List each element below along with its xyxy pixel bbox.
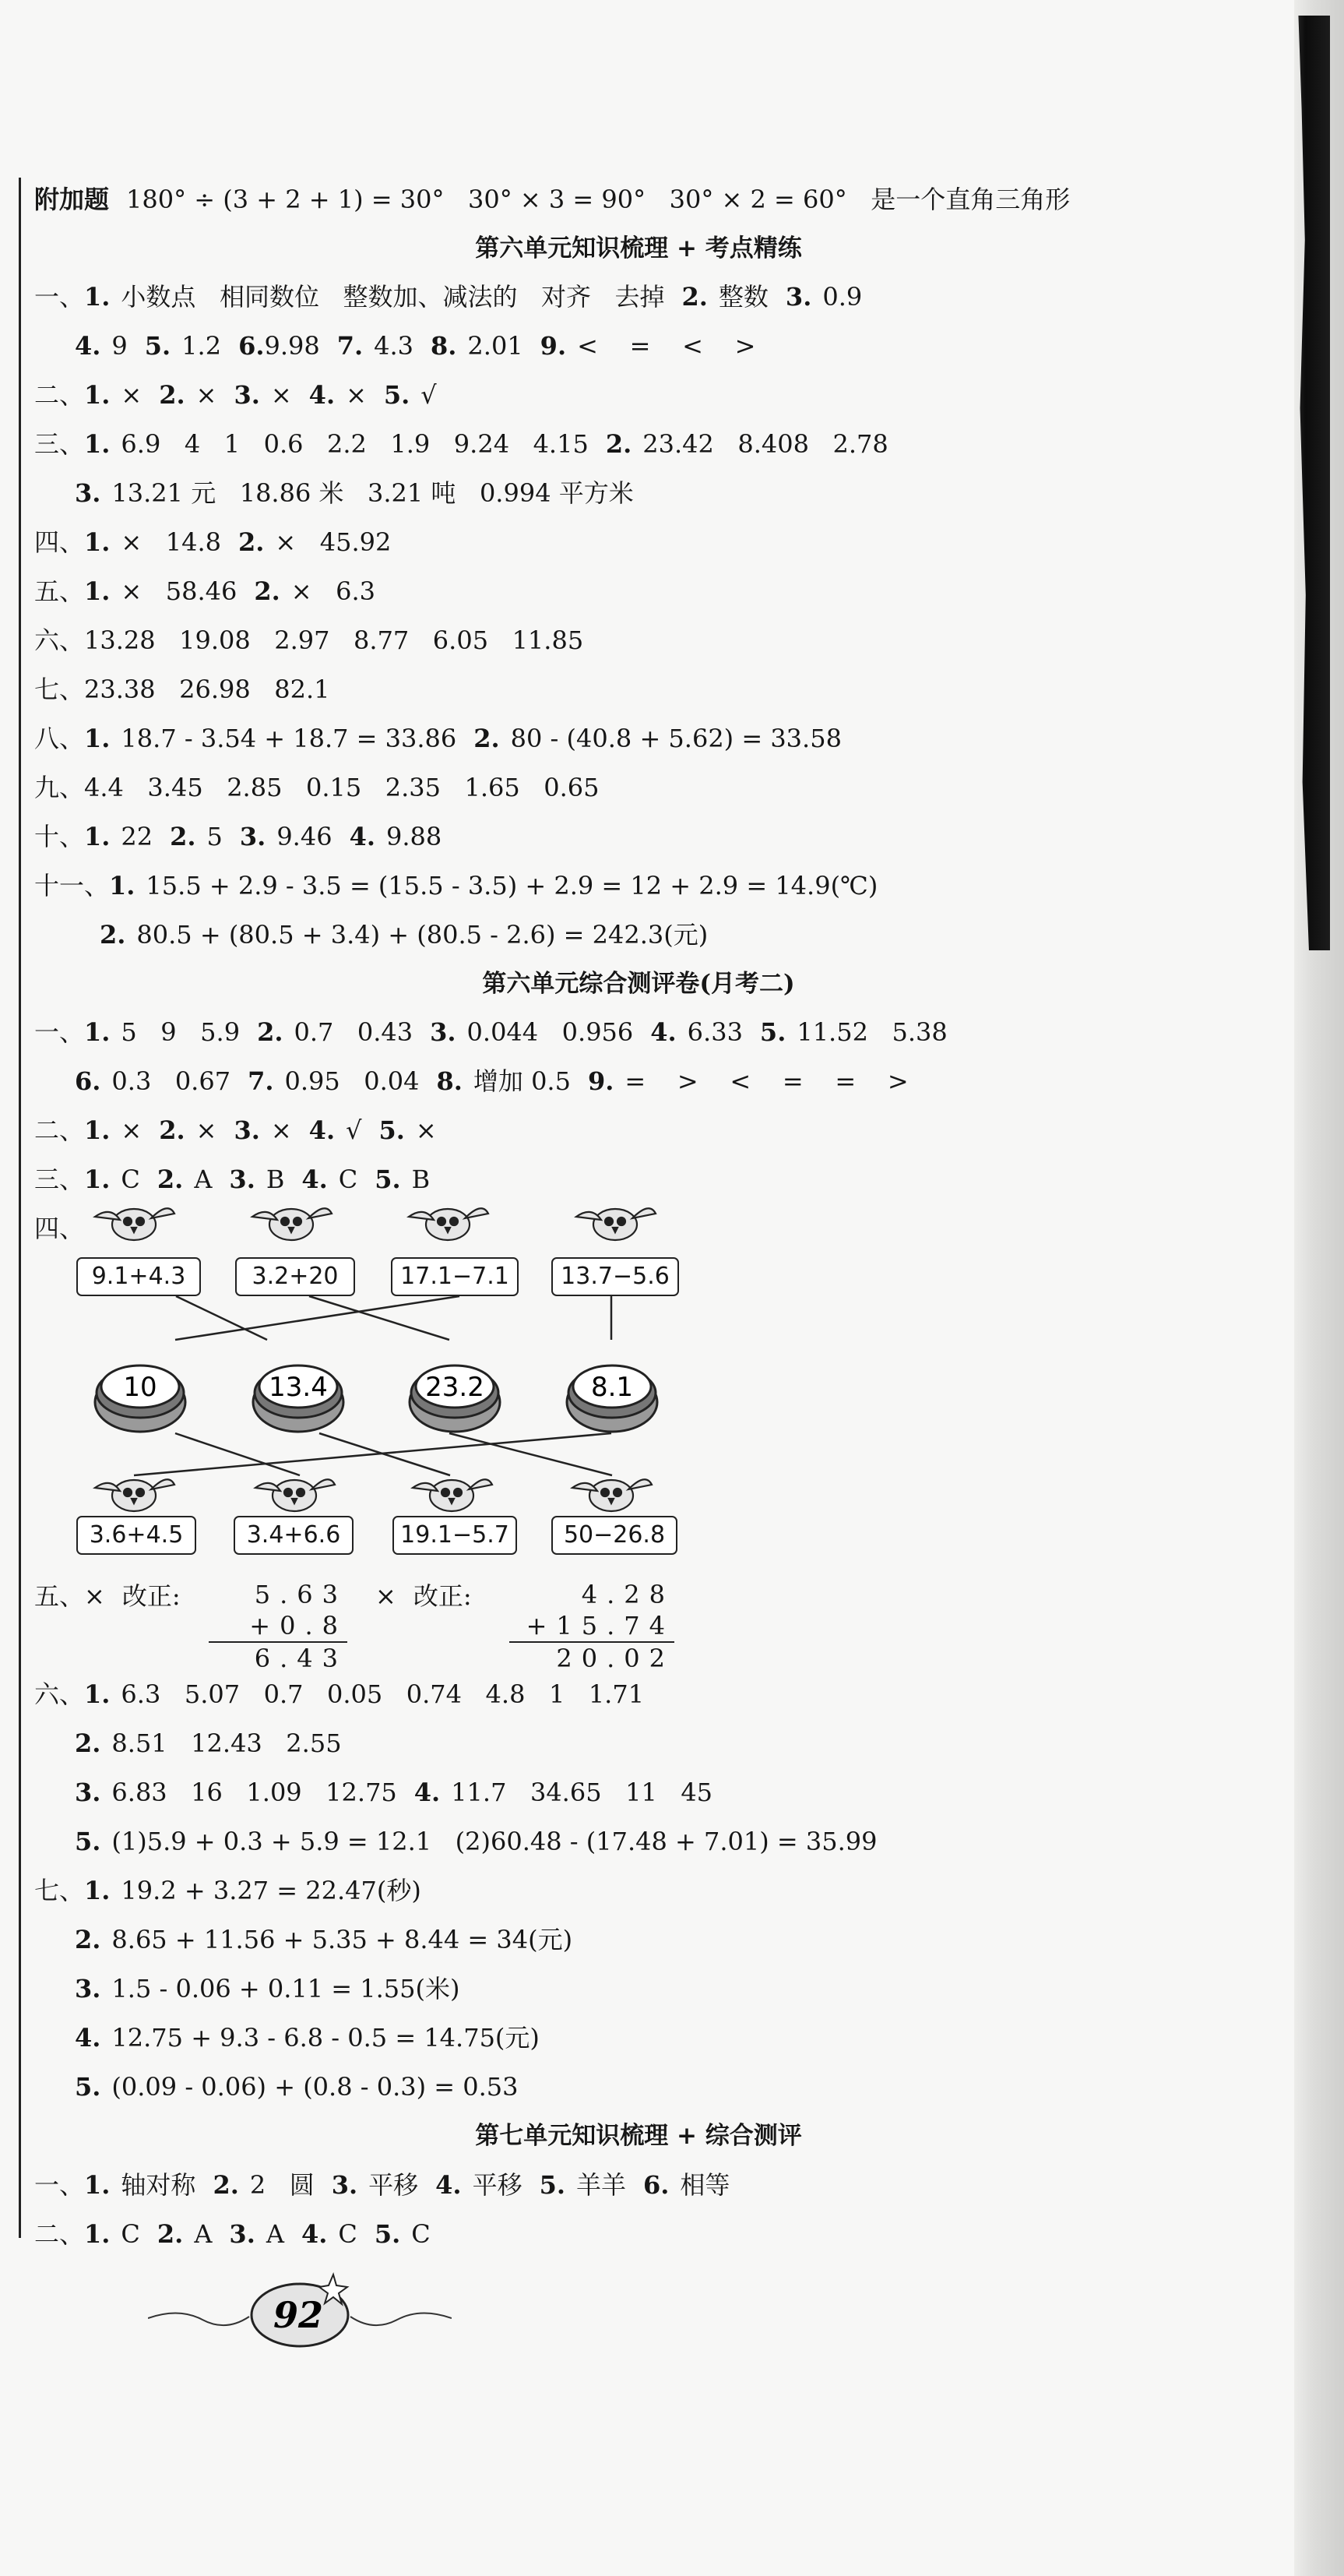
s6-line-8: 六、13.28 19.08 2.97 8.77 6.05 11.85 xyxy=(34,625,584,655)
match-line-6 xyxy=(175,1433,300,1475)
bird-icon xyxy=(409,1208,488,1240)
test-line-6b: × 改正: xyxy=(375,1581,472,1611)
s7-line-1: 一、1. 轴对称 2. 2 圆 3. 平移 4. 平移 5. 羊羊 6. 相等 xyxy=(34,2170,730,2200)
bird-icon xyxy=(413,1479,492,1511)
match-bottom-4: 50−26.8 xyxy=(551,1516,677,1555)
match-line-7 xyxy=(319,1433,450,1475)
s6-line-9: 七、23.38 26.98 82.1 xyxy=(34,675,330,704)
addon-label: 附加题 xyxy=(34,185,110,214)
test-line-1: 一、1. 5 9 5.9 2. 0.7 0.43 3. 0.044 0.956 4. 6.33 5. 11.52 5.38 xyxy=(34,1017,948,1047)
s6-line-5: 3. 13.21 元 18.86 米 3.21 吨 0.994 平方米 xyxy=(75,478,634,508)
s6-line-1: 一、1. 小数点 相同数位 整数加、减法的 对齐 去掉 2. 整数 3. 0.9 xyxy=(34,282,863,312)
test-line-11: 七、1. 19.2 + 3.27 = 22.47(秒) xyxy=(34,1876,421,1905)
vertical-calc-1: 5.63 +0.8 6.43 xyxy=(209,1579,347,1674)
match-bottom-1: 3.6+4.5 xyxy=(76,1516,196,1555)
s6-line-3: 二、1. × 2. × 3. × 4. × 5. √ xyxy=(34,380,437,410)
test-line-3: 二、1. × 2. × 3. × 4. √ 5. × xyxy=(34,1115,437,1145)
match-top-2: 3.2+20 xyxy=(235,1257,355,1296)
test-title: 第六单元综合测评卷(月考二) xyxy=(482,970,795,998)
test-line-7: 六、1. 6.3 5.07 0.7 0.05 0.74 4.8 1 1.71 xyxy=(34,1679,645,1709)
s6-line-13: 十一、1. 15.5 + 2.9 - 3.5 = (15.5 - 3.5) + 2.9 = 12 + 2.9 = 14.9(℃) xyxy=(34,871,878,900)
baskets xyxy=(95,1366,657,1432)
vertical-calc-2: 4.28 +15.74 20.02 xyxy=(509,1579,674,1674)
basket-3-value: 23.2 xyxy=(425,1372,484,1403)
s6-line-2: 4. 9 5. 1.2 6.9.98 7. 4.3 8. 2.01 9. < = < > xyxy=(75,331,756,361)
test-line-10: 5. (1)5.9 + 0.3 + 5.9 = 12.1 (2)60.48 - (17.48 + 7.01) = 35.99 xyxy=(75,1827,878,1856)
match-top-1: 9.1+4.3 xyxy=(76,1257,201,1296)
test-line-9: 3. 6.83 16 1.09 12.75 4. 11.7 34.65 11 45 xyxy=(75,1778,713,1807)
bird-icon xyxy=(255,1479,335,1511)
match-lines xyxy=(134,1296,612,1475)
addon-text: 180° ÷ (3 + 2 + 1) = 30° 30° × 3 = 90° 30° × 2 = 60° 是一个直角三角形 xyxy=(126,185,1071,214)
match-line-3 xyxy=(175,1296,459,1340)
match-bottom-2: 3.4+6.6 xyxy=(234,1516,354,1555)
test-line-4: 三、1. C 2. A 3. B 4. C 5. B xyxy=(34,1165,431,1194)
match-line-5 xyxy=(134,1433,611,1475)
page-number: 92 xyxy=(273,2294,324,2336)
addon-line xyxy=(34,184,1070,215)
basket-1-value: 10 xyxy=(123,1372,157,1403)
matching-diagram xyxy=(0,1200,701,1566)
s6-line-7: 五、1. × 58.46 2. × 6.3 xyxy=(34,576,375,606)
s6-line-12: 十、1. 22 2. 5 3. 9.46 4. 9.88 xyxy=(34,822,442,851)
s6-line-10: 八、1. 18.7 - 3.54 + 18.7 = 33.86 2. 80 - (40.8 + 5.62) = 33.58 xyxy=(34,724,842,753)
test-line-6: 五、× 改正: xyxy=(34,1581,181,1611)
bird-icon xyxy=(572,1479,652,1511)
section7-title: 第七单元知识梳理 + 综合测评 xyxy=(475,2122,802,2150)
page-number-ornament xyxy=(148,2264,452,2357)
s6-line-4: 三、1. 6.9 4 1 0.6 2.2 1.9 9.24 4.15 2. 23.42 8.408 2.78 xyxy=(34,429,888,459)
basket-4-value: 8.1 xyxy=(590,1372,634,1403)
test-line-14: 4. 12.75 + 9.3 - 6.8 - 0.5 = 14.75(元) xyxy=(75,2023,540,2053)
match-line-2 xyxy=(309,1296,449,1340)
test-line-13: 3. 1.5 - 0.06 + 0.11 = 1.55(米) xyxy=(75,1974,460,2003)
match-top-4: 13.7−5.6 xyxy=(551,1257,679,1296)
s6-line-11: 九、4.4 3.45 2.85 0.15 2.35 1.65 0.65 xyxy=(34,773,600,802)
match-top-3: 17.1−7.1 xyxy=(391,1257,519,1296)
s6-line-14: 2. 80.5 + (80.5 + 3.4) + (80.5 - 2.6) = 242.3(元) xyxy=(100,920,709,950)
basket-2-value: 13.4 xyxy=(269,1372,328,1403)
test-line-2: 6. 0.3 0.67 7. 0.95 0.04 8. 增加 0.5 9. = > < = = > xyxy=(75,1066,909,1096)
test-line-12: 2. 8.65 + 11.56 + 5.35 + 8.44 = 34(元) xyxy=(75,1925,573,1954)
bird-icon xyxy=(95,1208,174,1240)
section6-title: 第六单元知识梳理 + 考点精练 xyxy=(475,234,802,263)
match-bottom-3: 19.1−5.7 xyxy=(392,1516,517,1555)
s6-line-6: 四、1. × 14.8 2. × 45.92 xyxy=(34,527,392,557)
bird-icon xyxy=(95,1479,174,1511)
s7-line-2: 二、1. C 2. A 3. A 4. C 5. C xyxy=(34,2219,431,2249)
bird-icon xyxy=(576,1208,656,1240)
test-line-8: 2. 8.51 12.43 2.55 xyxy=(75,1728,342,1758)
test-line-5-label: 四、 xyxy=(34,1214,85,1243)
bird-icon xyxy=(252,1208,332,1240)
test-line-15: 5. (0.09 - 0.06) + (0.8 - 0.3) = 0.53 xyxy=(75,2072,519,2102)
